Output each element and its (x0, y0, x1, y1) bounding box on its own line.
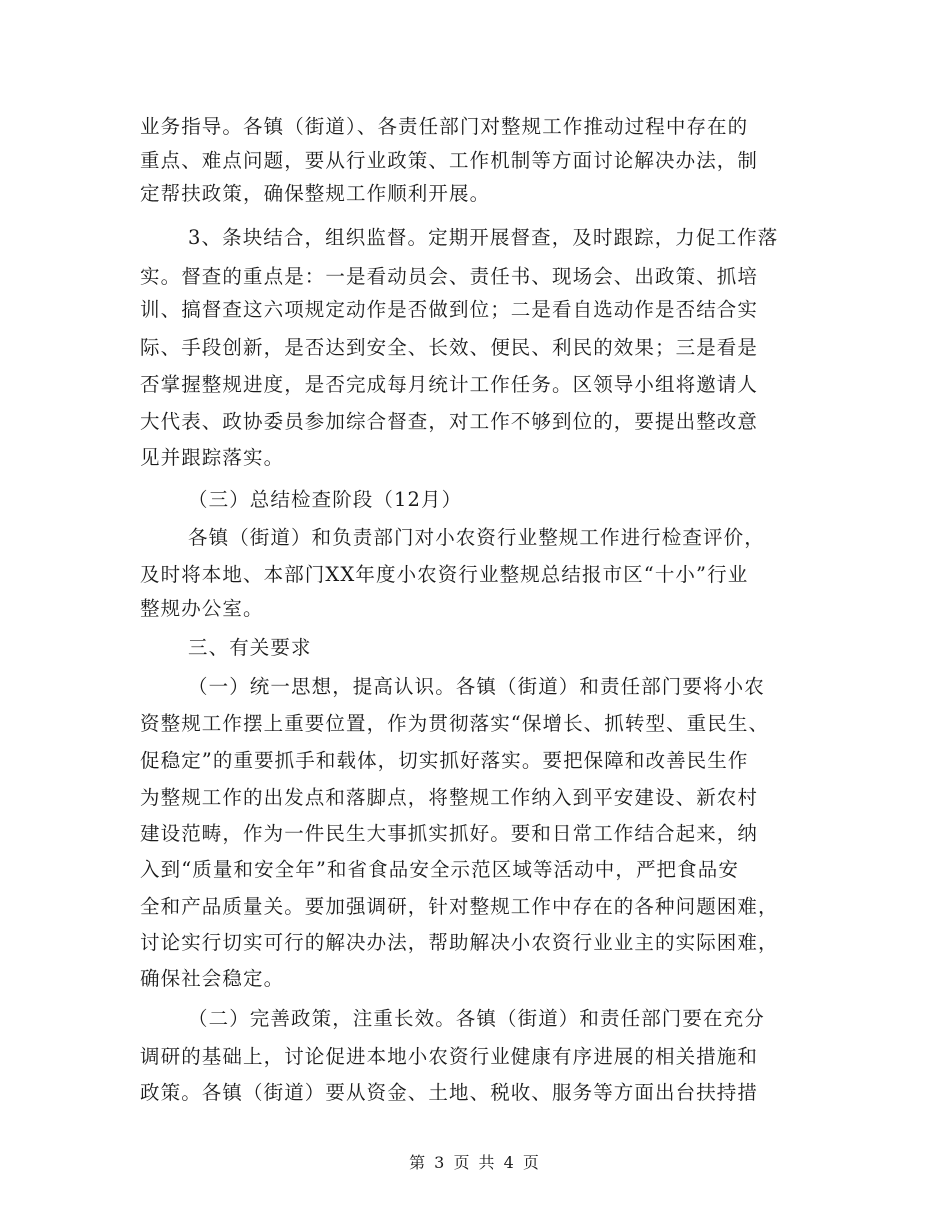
text-line: 调研的基础上，讨论促进本地小农资行业健康有序进展的相关措施和 (140, 1045, 759, 1068)
text-line: （一）统一思想，提高认识。各镇（街道）和责任部门要将小农 (188, 675, 765, 698)
text-line: 重点、难点问题，要从行业政策、工作机制等方面讨论解决办法，制 (140, 149, 759, 172)
text-line: 见并跟踪落实。 (140, 446, 285, 469)
text-line: 整规办公室。 (140, 597, 264, 620)
text-line: 政策。各镇（街道）要从资金、土地、税收、服务等方面出台扶持措 (140, 1081, 759, 1104)
text-line: 入到“质量和安全年”和省食品安全示范区域等活动中，严把食品安 (140, 858, 739, 881)
text-line: 为整规工作的出发点和落脚点，将整规工作纳入到平安建设、新农村 (140, 786, 759, 809)
text-line: 训、搞督查这六项规定动作是否做到位；二是看自选动作是否结合实 (140, 298, 759, 321)
text-line: （三）总结检查阶段（12月） (188, 488, 463, 511)
text-line: 3、条块结合，组织监督。定期开展督查，及时跟踪，力促工作落 (188, 226, 779, 249)
text-line: 业务指导。各镇（街道）、各责任部门对整规工作推动过程中存在的 (140, 115, 749, 138)
text-line: （二）完善政策，注重长效。各镇（街道）和责任部门要在充分 (188, 1007, 765, 1030)
text-line: 及时将本地、本部门XX年度小农资行业整规总结报市区“十小”行业 (140, 563, 749, 586)
text-line: 实。督查的重点是：一是看动员会、责任书、现场会、出政策、抓培 (140, 265, 759, 288)
text-line: 大代表、政协委员参加综合督查，对工作不够到位的，要提出整改意 (140, 410, 759, 433)
text-line: 定帮扶政策，确保整规工作顺利开展。 (140, 182, 491, 205)
text-line: 全和产品质量关。要加强调研，针对整规工作中存在的各种问题困难， (140, 895, 779, 918)
text-line: 建设范畴，作为一件民生大事抓实抓好。要和日常工作结合起来，纳 (140, 822, 759, 845)
text-line: 各镇（街道）和负责部门对小农资行业整规工作进行检查评价， (188, 526, 765, 549)
text-line: 讨论实行切实可行的解决办法，帮助解决小农资行业业主的实际困难， (140, 931, 779, 954)
text-line: 三、有关要求 (188, 636, 312, 659)
text-line: 资整规工作摆上重要位置，作为贯彻落实“保增长、抓转型、重民生、 (140, 712, 770, 735)
text-line: 促稳定”的重要抓手和载体，切实抓好落实。要把保障和改善民生作 (140, 749, 749, 772)
text-line: 际、手段创新，是否达到安全、长效、便民、利民的效果；三是看是 (140, 336, 759, 359)
text-line: 否掌握整规进度，是否完成每月统计工作任务。区领导小组将邀请人 (140, 373, 759, 396)
text-line: 确保社会稳定。 (140, 967, 285, 990)
page-footer: 第 3 页 共 4 页 (409, 1153, 541, 1172)
